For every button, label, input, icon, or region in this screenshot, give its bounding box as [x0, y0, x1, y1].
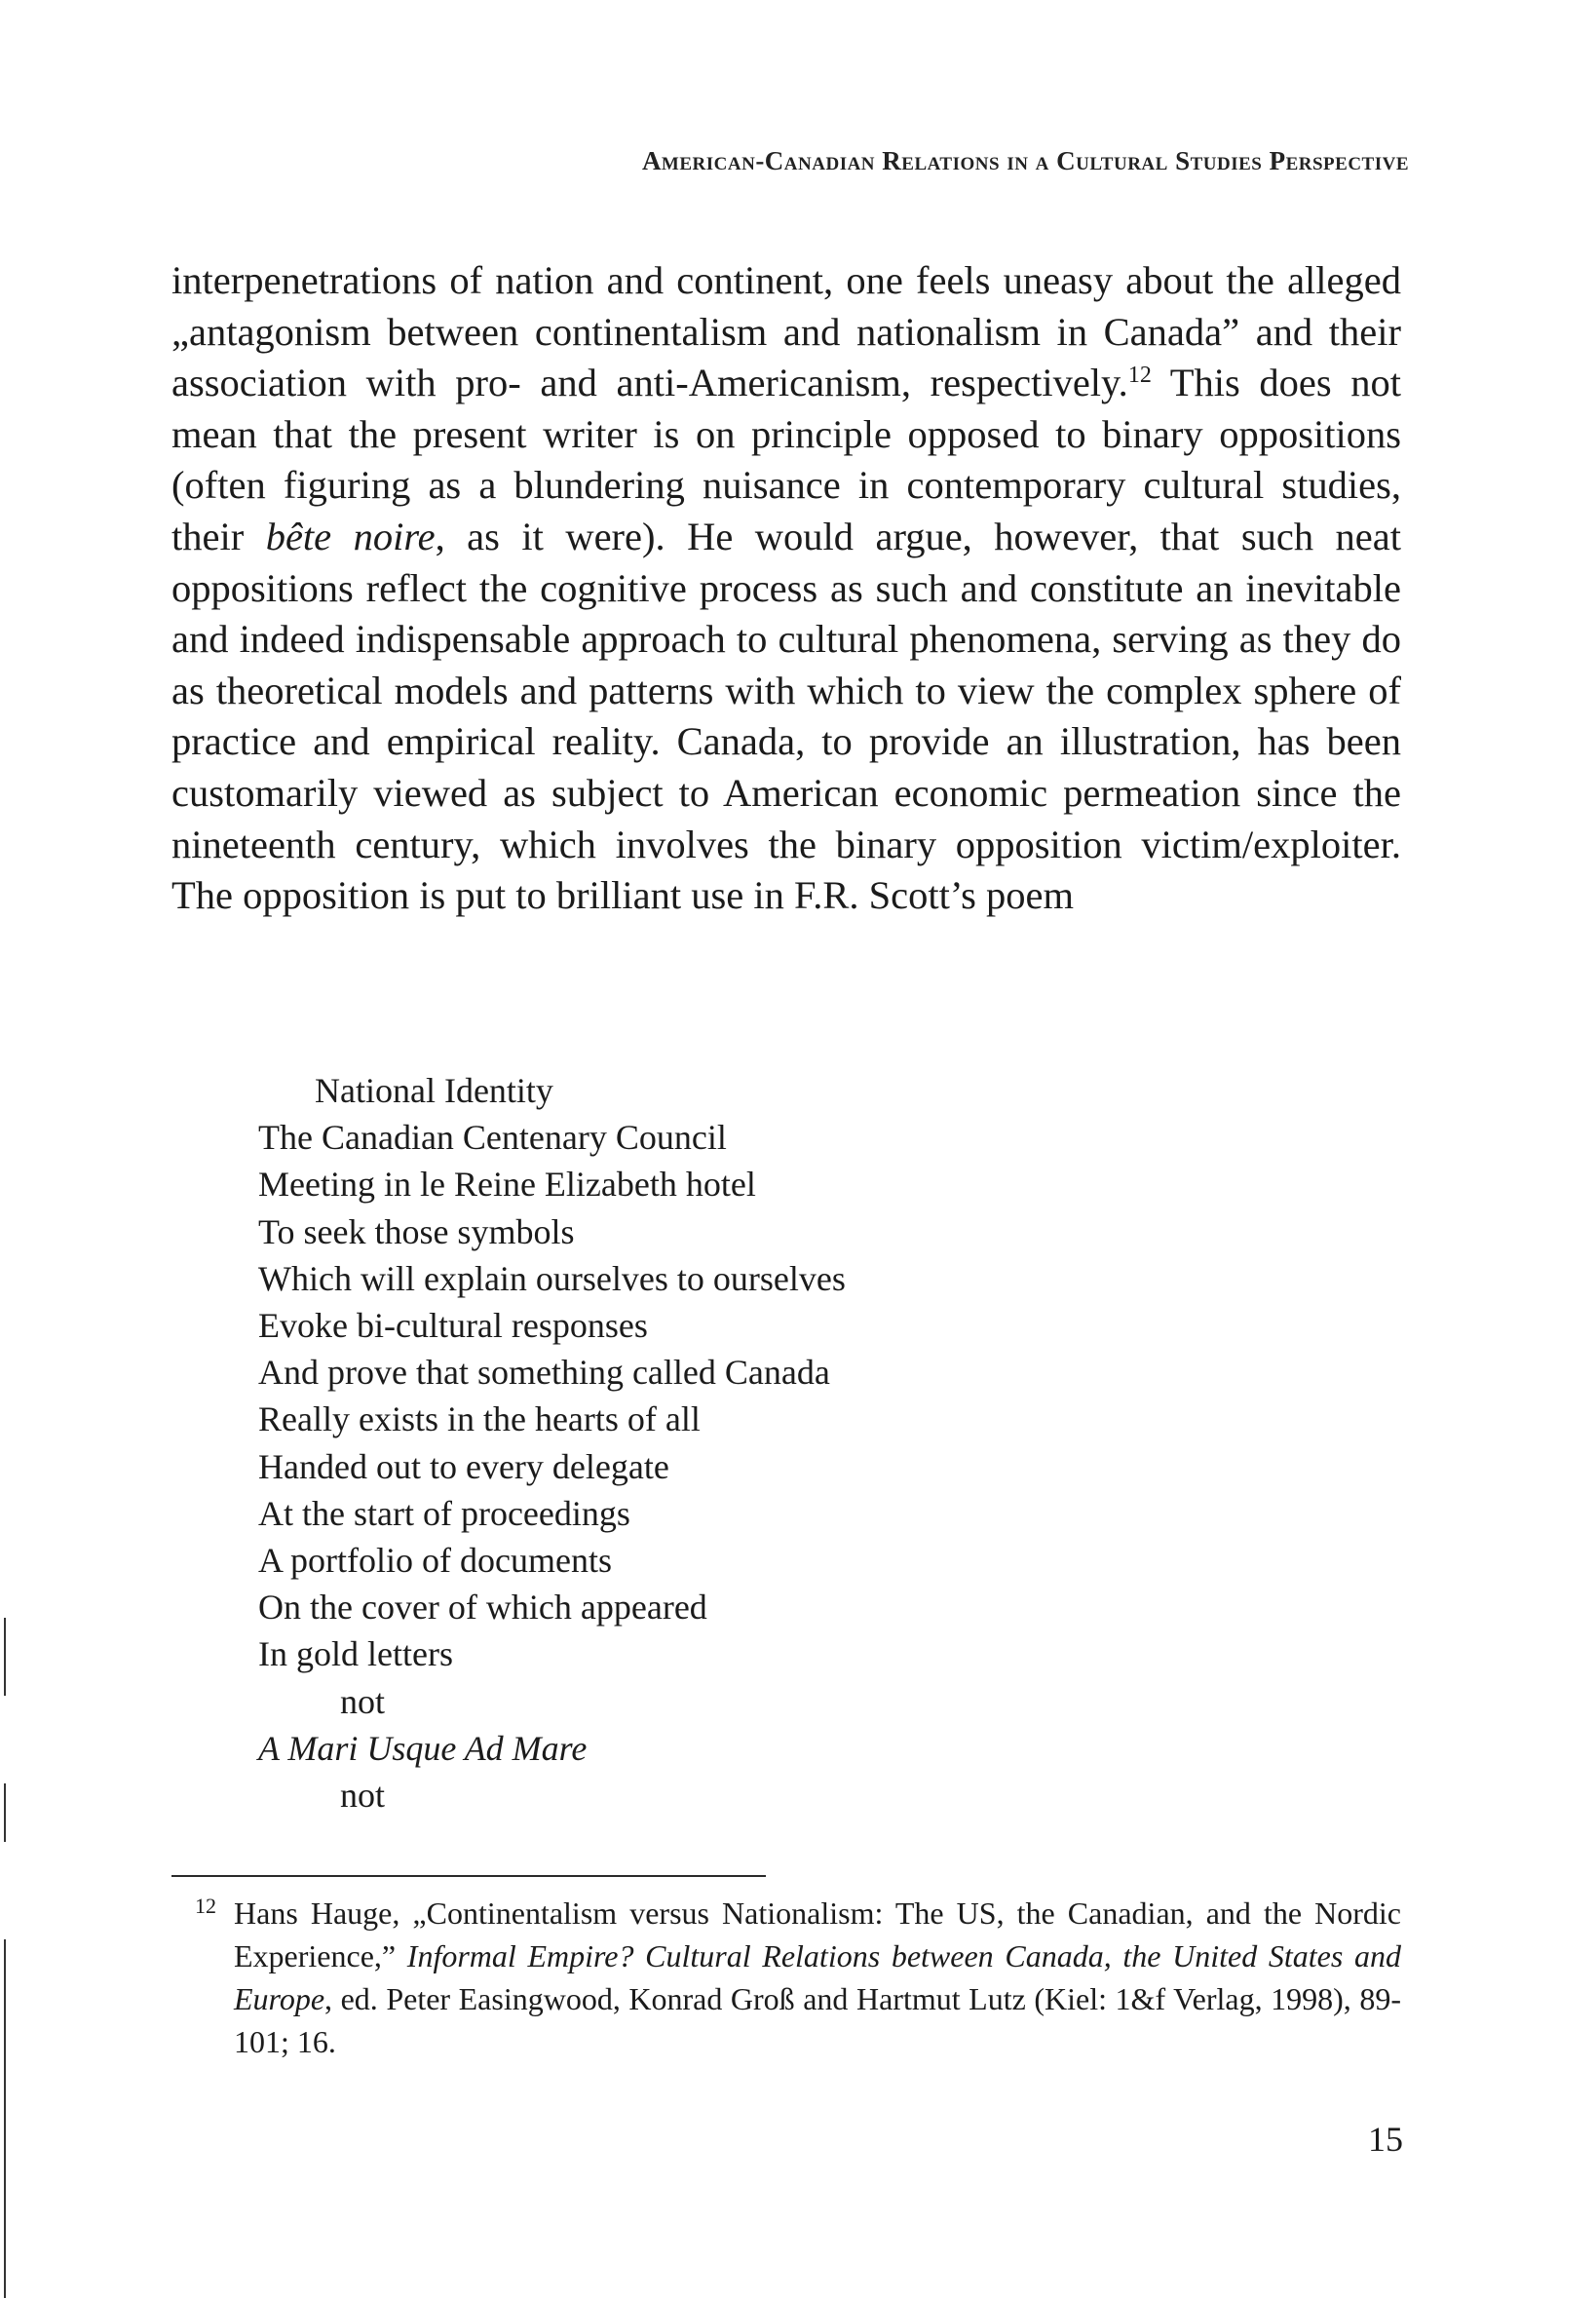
poem-line: Which will explain ourselves to ourselves: [258, 1258, 846, 1298]
poem-line-not: not: [340, 1681, 386, 1721]
poem-line: Really exists in the hearts of all: [258, 1399, 701, 1439]
poem-title: National Identity: [315, 1071, 553, 1110]
poem-line: On the cover of which appeared: [258, 1588, 707, 1628]
poem-motto: A Mari Usque Ad Mare: [258, 1728, 588, 1768]
main-paragraph: [171, 255, 1401, 922]
poem-line: At the start of proceedings: [258, 1493, 630, 1533]
page-number: 15: [1368, 2120, 1403, 2159]
italic-phrase: bête noire: [265, 514, 436, 558]
poem-line: Meeting in le Reine Elizabeth hotel: [258, 1165, 756, 1205]
footnote-book-title: Informal Empire? Cultural Relations between Canada, the United States and Europe: [234, 1938, 1401, 2016]
footnote: [195, 1892, 1401, 2063]
poem-line: And prove that something called Canada: [258, 1353, 830, 1393]
binding-edge-mark: [4, 1783, 6, 1842]
poem-line: Handed out to every delegate: [258, 1446, 669, 1486]
poem-line: Evoke bi-cultural responses: [258, 1306, 648, 1346]
running-head: American-Canadian Relations in a Cultural Studies Perspective: [641, 146, 1409, 175]
paragraph-segment-1: interpenetrations of nation and continent, one feels uneasy about the alleged „antagonism between continentalism and nationalism in Canada” and their association with pro- and anti-Americanism, respectively.: [171, 258, 1401, 405]
poem-line: In gold letters: [258, 1634, 453, 1674]
paragraph-segment-2: This does not mean that the present writer is on principle opposed to binary oppositions (often figuring as a blundering nuisance in contemporary cultural studies, their: [171, 361, 1401, 558]
poem-line-not: not: [340, 1776, 386, 1816]
footnote-text: Hans Hauge, „Continentalism versus Nationalism: The US, the Canadian, and the Nordic Experience,”: [234, 1896, 1401, 1973]
poem-line: A portfolio of documents: [258, 1541, 612, 1581]
binding-edge-mark: [4, 1939, 6, 2298]
poem-line: To seek those symbols: [258, 1211, 575, 1251]
binding-edge-mark: [4, 1618, 6, 1696]
paragraph-segment-3: , as it were). He would argue, however, that such neat oppositions reflect the cognitive process as such and constitute an inevitable and indeed indispensable approach to cultural phenomena, serving as they do as theoretical models and patterns with which to view the complex sphere of practice and empirical reality. Canada, to provide an illustration, has been customarily viewed as subject to American economic permeation since the nineteenth century, which involves the binary opposition victim/exploiter. The opposition is put to brilliant use in F.R. Scott’s poem: [171, 514, 1401, 918]
footnote-number: 12: [195, 1894, 216, 1918]
footnote-divider: [171, 1875, 766, 1877]
paragraph-text: [171, 255, 1401, 922]
poem-line: The Canadian Centenary Council: [258, 1118, 727, 1158]
footnote-text-end: , ed. Peter Easingwood, Konrad Groß and Hartmut Lutz (Kiel: 1&f Verlag, 1998), 89-101; 16.: [234, 1981, 1401, 2059]
footnote-reference[interactable]: 12: [1127, 363, 1152, 389]
poem-block: [258, 1067, 1135, 1819]
